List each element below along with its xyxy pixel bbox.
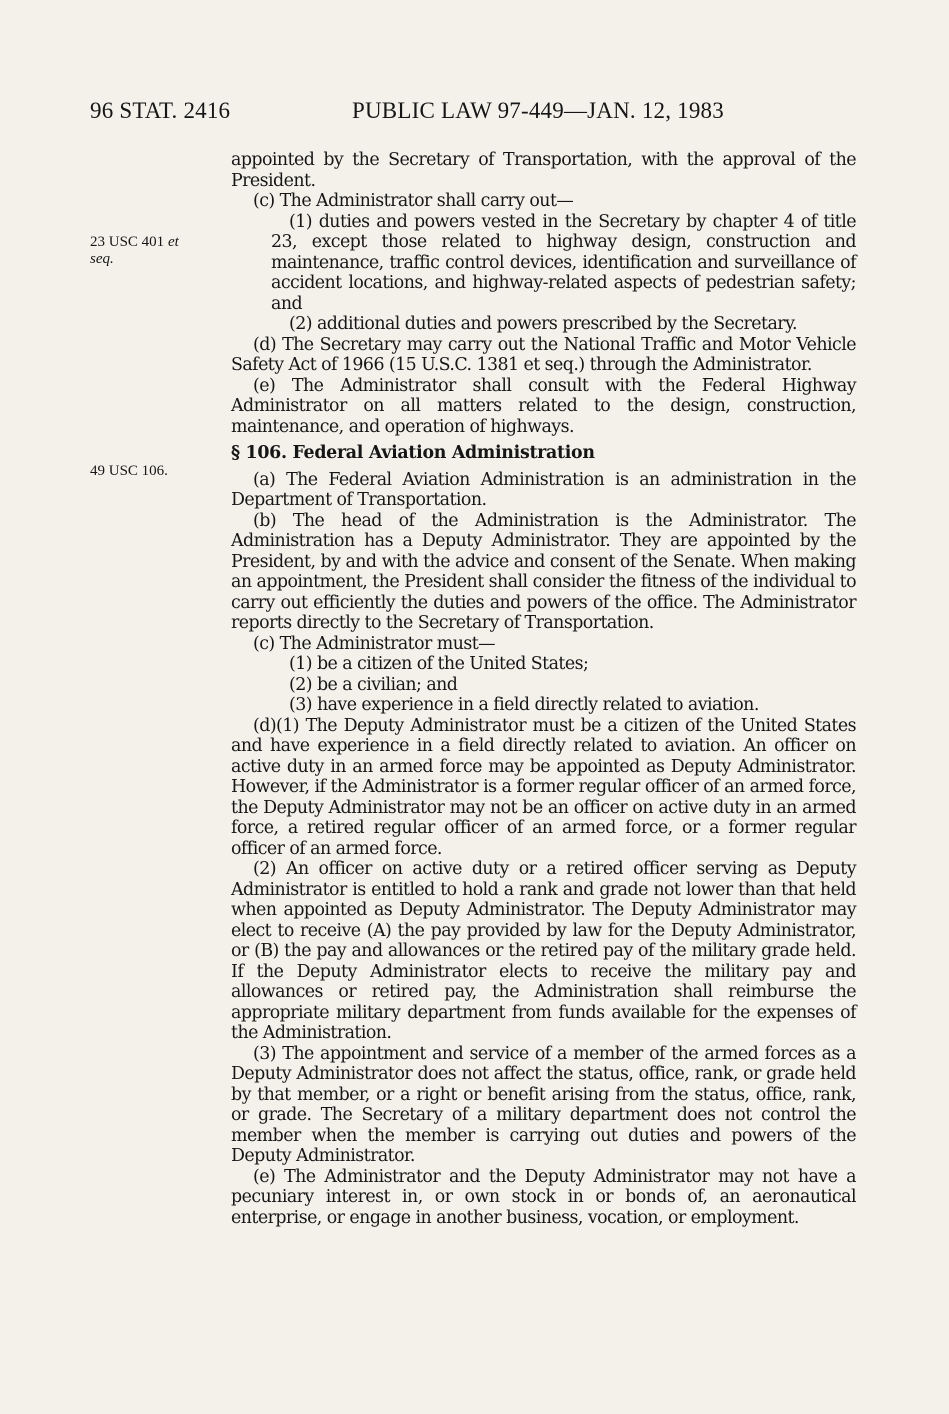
page-header: [90, 98, 860, 124]
paragraph: (b) The head of the Administration is the Administrator. The Administration has a Deputy Administrator. They are appointed by the President, by and with the advice and consent of the Senate. When making an appointment, the President shall consider the fitness of the individual to carry out efficiently the duties and powers of the office. The Administrator reports directly to the Secretary of Transportation.: [231, 510, 856, 633]
paragraph: (1) duties and powers vested in the Secretary by chapter 4 of title 23, except those related to highway design, construction and maintenance, traffic control devices, identification and surveillance of accident locations, and highway-related aspects of pedestrian safety; and: [271, 211, 856, 314]
paragraph: (2) additional duties and powers prescribed by the Secretary.: [289, 314, 798, 334]
margin-note-23-usc-401-seq: seq.: [90, 251, 114, 267]
paragraph: (e) The Administrator and the Deputy Administrator may not have a pecuniary interest in, or own stock in or bonds of, an aeronautical enterprise, or engage in another business, vocation, or employment.: [231, 1166, 856, 1228]
document-body: [231, 150, 856, 1228]
paragraph: (d) The Secretary may carry out the National Traffic and Motor Vehicle Safety Act of 1966 (15 U.S.C. 1381 et seq.) through the Administrator.: [231, 334, 856, 375]
paragraph: (d)(1) The Deputy Administrator must be a citizen of the United States and have experience in a field directly related to aviation. An officer on active duty in an armed force may be appointed as Deputy Administrator. However, if the Administrator is a former regular officer of an armed force, the Deputy Administrator may not be an officer on active duty in an armed force, a retired regular officer of an armed force, or a former regular officer of an armed force.: [231, 715, 856, 859]
paragraph: (2) An officer on active duty or a retired officer serving as Deputy Administrator is entitled to hold a rank and grade not lower than that held when appointed as Deputy Administrator. The Deputy Administrator may elect to receive (A) the pay provided by law for the Deputy Administrator, or (B) the pay and allowances or the retired pay of the military grade held. If the Deputy Administrator elects to receive the military pay and allowances or retired pay, the Administration shall reimburse the appropriate military department from funds available for the expenses of the Administration.: [231, 859, 856, 1043]
paragraph: (a) The Federal Aviation Administration is an administration in the Department of Transportation.: [231, 469, 856, 510]
paragraph: (c) The Administrator must—: [253, 633, 496, 654]
public-law-title: PUBLIC LAW 97-449—JAN. 12, 1983: [352, 98, 724, 123]
paragraph: (e) The Administrator shall consult with the Federal Highway Administrator on all matters related to the design, construction, maintenance, and operation of highways.: [231, 375, 856, 437]
margin-note-23-usc-401: [90, 234, 220, 268]
margin-note-23-usc-401-et: et: [167, 234, 179, 250]
paragraph: appointed by the Secretary of Transportation, with the approval of the President.: [231, 150, 856, 191]
paragraph: (1) be a citizen of the United States;: [289, 654, 589, 674]
margin-note-23-usc-401-main: 23 USC 401: [90, 234, 165, 250]
paragraph: (3) have experience in a field directly related to aviation.: [289, 695, 759, 715]
paragraph: (3) The appointment and service of a member of the armed forces as a Deputy Administrator does not affect the status, office, rank, or grade held by that member, or a right or benefit arising from the status, office, rank, or grade. The Secretary of a military department does not control the member when the member is carrying out duties and powers of the Deputy Administrator.: [231, 1043, 856, 1166]
section-heading: § 106. Federal Aviation Administration: [231, 443, 595, 463]
paragraph: (2) be a civilian; and: [289, 674, 458, 695]
margin-note-49-usc-106: 49 USC 106.: [90, 463, 168, 479]
statute-page-number: 96 STAT. 2416: [90, 98, 231, 123]
paragraph: (c) The Administrator shall carry out—: [253, 191, 574, 211]
